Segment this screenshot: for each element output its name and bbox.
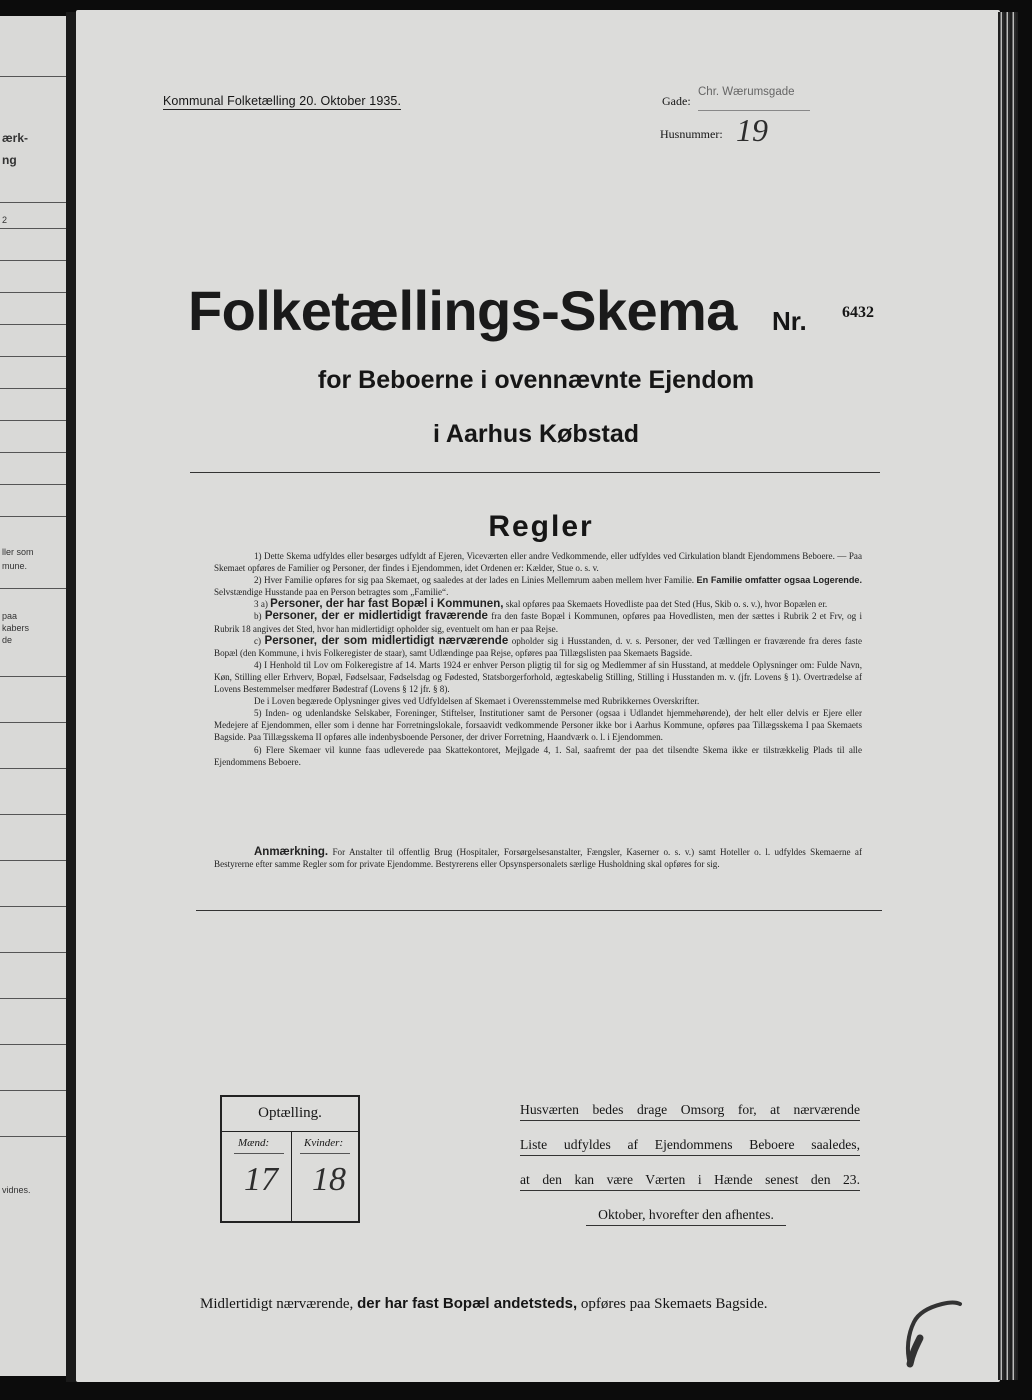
host-notice-line: Husværten bedes drage Omsorg for, at nærværende: [520, 1100, 860, 1121]
left-page-text: ærk-: [2, 131, 29, 145]
left-page-text: vidnes.: [2, 1185, 31, 1195]
left-page-rule: [0, 676, 66, 677]
ink-mark: [896, 1294, 966, 1374]
left-page-text: ng: [2, 153, 17, 167]
footer-part1: Midlertidigt nærværende,: [200, 1296, 354, 1312]
left-page-text: mune.: [2, 561, 28, 571]
left-page-text: ller som: [2, 547, 34, 557]
count-title: Optælling.: [258, 1105, 322, 1121]
left-page-rule: [0, 1136, 66, 1137]
count-box-column-divider: [291, 1131, 292, 1221]
left-page-rule: [0, 260, 66, 261]
rules-heading: Regler: [488, 510, 594, 543]
rule-3b-text: fra den faste Bopæl i Kommunen, opføres paa Hovedlisten, men der sættes i Rubrik 2 et Frv, og i Rubrik 18 angives det Sted, hvor han midlertidigt opholder sig, eventuelt om han er paa Rejse.: [214, 611, 862, 634]
rule-4b: De i Loven begærede Oplysninger gives ved Udfyldelsen af Skemaet i Overensstemmelse med Rubrikkernes Overskrifter.: [254, 696, 700, 707]
left-page-rule: [0, 814, 66, 815]
left-page-text: kabers: [2, 623, 30, 633]
rule-5: 5) Inden- og udenlandske Selskaber, Foreninger, Stiftelser, Institutioner samt de Personer (ogsaa i Udlandet hjemmehørende), der helt eller delvis er Ejere eller Medejere af Ejendommen, eller som i denne har Forretningslokale, forsaavidt vedkommende Personer ikke bor i Aarhus Kommune, opføres paa Tillægsskema I paa Skemaets Bagside. Paa Tillægsskema II opføres alle indenbysboende Personer, der driver Forretning, Haandværk o. l. i Ejendommen.: [214, 708, 862, 743]
remark-heading: Anmærkning.: [254, 846, 329, 858]
left-page-rule: [0, 228, 66, 229]
title-divider: [190, 472, 880, 473]
street-underline: [698, 110, 810, 111]
left-page-rule: [0, 722, 66, 723]
rule-2-bold: En Familie omfatter ogsaa Logerende.: [696, 575, 862, 586]
form-number-label: Nr.: [772, 306, 807, 336]
left-page-rule: [0, 1044, 66, 1045]
count-box-divider: [222, 1131, 358, 1132]
rule-3c-text: opholder sig i Husstanden, d. v. s. Personer, der ved Tællingen er fraværende fra deres faste Bopæl (den Kommune, i hvis Folkeregister de staar), samt Udlændinge paa Rejse, opføres paa Tillægslisten paa Skemaets Bagside.: [214, 635, 862, 658]
left-page-rule: [0, 452, 66, 453]
form-title: Folketællings-Skema: [188, 279, 737, 342]
left-page-text: paa: [2, 611, 18, 621]
left-page-rule: [0, 292, 66, 293]
form-number-value: 6432: [842, 304, 874, 321]
rule-3b-head: Personer, der er midlertidigt fraværende: [264, 610, 488, 623]
count-box: [220, 1095, 360, 1223]
rule-2-text: 2) Hver Familie opføres for sig paa Skemaet, og saaledes at der lades en Linies Mellemrum aaben mellem hver Familie.: [254, 575, 695, 586]
women-count-value: 18: [312, 1161, 346, 1198]
remark-paragraph: [214, 846, 862, 870]
house-number-label: Husnummer:: [660, 127, 723, 141]
footer-note: [200, 1295, 768, 1313]
rule-3a-text: skal opføres paa Skemaets Hovedliste paa det Sted (Hus, Skib o. s. v.), hvor Bopælen er.: [505, 599, 828, 610]
left-page-rule: [0, 860, 66, 861]
footer-part2: der har fast Bopæl andetsteds,: [357, 1295, 578, 1312]
rule-3a-prefix: 3 a): [254, 599, 268, 610]
men-label: Mænd:: [238, 1137, 270, 1149]
rule-2: [214, 574, 862, 598]
left-page-rule: [0, 588, 66, 589]
men-count-value: 17: [244, 1161, 278, 1198]
left-page-rule: [0, 906, 66, 907]
rules-body: [214, 550, 862, 768]
men-label-underline: [234, 1153, 284, 1154]
left-page-rule: [0, 76, 66, 77]
rule-2-tail: Selvstændige Husstande paa en Person betragtes som „Familie“.: [214, 587, 449, 598]
host-notice-line: Liste udfyldes af Ejendommens Beboere saaledes,: [520, 1135, 860, 1156]
rule-3a: [214, 598, 862, 610]
footer-part3: opføres paa Skemaets Bagside.: [580, 1296, 768, 1312]
form-subtitle-line1: for Beboerne i ovennævnte Ejendom: [317, 366, 755, 394]
rule-6: 6) Flere Skemaer vil kunne faas udleverede paa Skattekontoret, Mejlgade 4, 1. Sal, saafremt der paa det tilsendte Skema ikke er tilstrækkelig Plads til alle Ejendommens Beboere.: [214, 744, 862, 767]
left-page-rule: [0, 1090, 66, 1091]
left-page-text: 2: [2, 215, 8, 225]
women-label: Kvinder:: [304, 1137, 344, 1149]
street-label: Gade:: [662, 94, 691, 108]
left-page-rule: [0, 484, 66, 485]
women-label-underline: [300, 1153, 350, 1154]
left-page-rule: [0, 952, 66, 953]
street-value: Chr. Wærumsgade: [698, 86, 795, 98]
left-page-fragment: [0, 16, 66, 1376]
host-notice-line: Oktober, hvorefter den afhentes.: [586, 1205, 786, 1226]
rule-3c-head: Personer, der som midlertidigt nærværende: [264, 634, 509, 647]
rule-3c: [214, 635, 862, 659]
form-subtitle-line2: i Aarhus Købstad: [432, 420, 640, 448]
house-number-value: 19: [736, 112, 768, 148]
page-edge-stack: [998, 12, 1018, 1380]
left-page-rule: [0, 768, 66, 769]
left-page-rule: [0, 356, 66, 357]
rule-4: 4) I Henhold til Lov om Folkeregistre af 14. Marts 1924 er enhver Person pligtig til for sig og Medlemmer af sin Husstand, at meddele Oplysninger om: Fulde Navn, Køn, Stilling eller Erhverv, Bopæl, Fødselsaar, Fødselsdag og Fødested, Statsborgerforhold, ægteskabelig Stilling, Stilling i Husstanden m. v. (jfr. Lovens § 1). Overtrædelse af Lovens Bestemmelser medfører Bødestraf (Lovens § 12 jfr. § 8).: [214, 659, 862, 695]
left-page-rule: [0, 998, 66, 999]
rule-1: 1) Dette Skema udfyldes eller besørges udfyldt af Ejeren, Viceværten eller andre Vedkommende, eller udfyldes ved Cirkulation blandt Ejendommens Beboere. — Paa Skemaet opføres de Familier og Personer, der findes i Ejendommen, idet Ordenen er: Kælder, Stue o. s. v.: [214, 551, 862, 574]
rule-3b-prefix: b): [254, 611, 262, 622]
rule-3b: [214, 610, 862, 634]
host-notice: [520, 1100, 860, 1240]
remark-divider: [196, 910, 882, 911]
host-notice-line: at den kan være Værten i Hænde senest den 23.: [520, 1170, 860, 1191]
rule-3c-prefix: c): [254, 635, 262, 646]
left-page-rule: [0, 202, 66, 203]
left-page-text: de: [2, 635, 13, 645]
left-page-rule: [0, 324, 66, 325]
rule-3a-head: Personer, der har fast Bopæl i Kommunen,: [270, 598, 504, 611]
census-title: Kommunal Folketælling 20. Oktober 1935.: [163, 94, 402, 108]
remark-block: [214, 846, 862, 870]
remark-text: For Anstalter til offentlig Brug (Hospitaler, Forsørgelsesanstalter, Fængsler, Kaserner o. s. v.) samt Hoteller o. l. udfyldes Skemaerne af Bestyrerne efter samme Regler som for private Ejendomme. Bestyrerens eller Opsynspersonalets særlige Husholdning skal opføres for sig.: [214, 847, 862, 870]
